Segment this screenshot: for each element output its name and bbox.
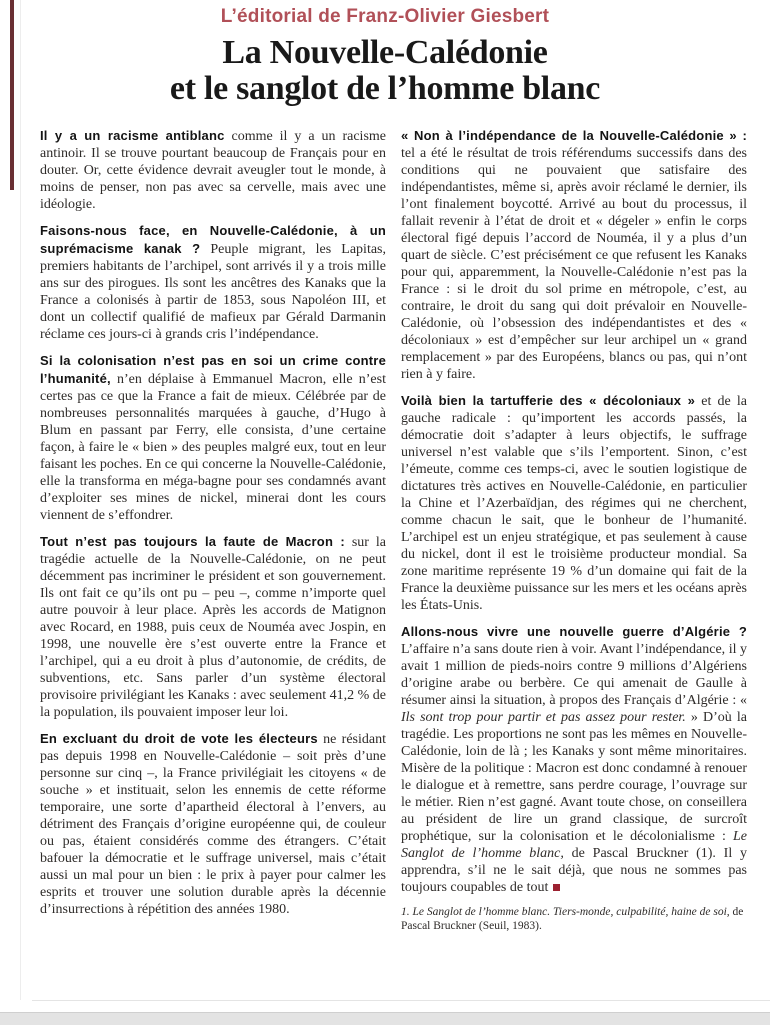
- paragraph-lead: En excluant du droit de vote les électeurs: [40, 731, 318, 746]
- paragraph-lead: Allons-nous vivre une nouvelle guerre d’Algérie ?: [401, 624, 747, 639]
- paragraph: Tout n’est pas toujours la faute de Macron : sur la tragédie actuelle de la Nouvelle-Calédonie, on ne peut décemment pas incriminer le président et son gouvernement. Ils ont fait ce qu’ils ont pu – peu –, comme n’importe quel autre pouvoir à leur place. Après les accords de Matignon avec Rocard, en 1988, puis ceux de Nouméa avec Jospin, en 1998, une nouvelle ère s’est ouverte entre la France et l’archipel, qui a eu droit à plus d’autonomie, de crédits, de subventions, etc. Sans parler d’un système électoral provisoire privilégiant les Kanaks : avec seulement 41,2 % de la population, ils pouvaient imposer leur loi.: [40, 534, 387, 720]
- footnote: 1. Le Sanglot de l’homme blanc. Tiers-monde, culpabilité, haine de soi, de Pascal Bruckner (Seuil, 1983).: [401, 906, 744, 932]
- paragraph-lead: Si la colonisation n’est pas en soi un crime contre l’humanité,: [40, 353, 386, 386]
- page-edge-line: [20, 0, 21, 1000]
- paragraph: Il y a un racisme antiblanc comme il y a un racisme antinoir. Il se trouve pourtant beaucoup de Français pour en douter. Or, cette évidence devrait aveugler tout le monde, à moins de penser, non pas avec sa cervelle, mais avec une idéologie.: [40, 128, 386, 212]
- article-column: [40, 127, 386, 933]
- paragraph-lead: Voilà bien la tartufferie des « décoloniaux »: [401, 393, 696, 408]
- paragraph-lead: Il y a un racisme antiblanc: [40, 128, 225, 143]
- article-column-right: [401, 127, 747, 933]
- page-bottom-edge: [32, 1000, 770, 1001]
- kicker: L’éditorial de Franz-Olivier Giesbert: [220, 6, 550, 27]
- article-title-line-1: La Nouvelle-Calédonie: [222, 34, 548, 71]
- article-title: [30, 35, 740, 107]
- paragraph: « Non à l’indépendance de la Nouvelle-Calédonie » : tel a été le résultat de trois référendums successifs dans des conditions qui ne pouvaient que satisfaire des indépendantistes, même si, après avoir réclamé le dernier, ils l’ont finalement boycotté. Arrivé au bout du processus, il fallait revenir à l’état de droit et « dégeler » enfin le corps électoral figé depuis l’accord de Nouméa, il y a plus d’un quart de siècle. C’est précisément ce que refusent les Kanaks pour qui, apparemment, la Nouvelle-Calédonie n’est pas la France : si le droit du sol prime en métropole, c’est, au contraire, le droit du sang qui doit prévaloir en Nouvelle-Calédonie, où l’obsession des indépendantistes et des « décoloniaux » est d’empêcher sur leur archipel un « grand remplacement » par des Européens, blancs ou pas, qui n’ont rien à y faire.: [401, 128, 747, 382]
- left-edge-red-rule: [10, 0, 14, 190]
- paragraph: Si la colonisation n’est pas en soi un crime contre l’humanité, n’en déplaise à Emmanuel Macron, elle n’est certes pas ce que la France a fait de mieux. Célébrée par de nombreuses personnalités marquées à gauche, d’Hugo à Blum en passant par Ferry, elle consista, d’une certaine façon, à faire le « bien » des peuples malgré eux, tout en leur faisant les poches. En ce qui concerne la Nouvelle-Calédonie, elle la transforma en méga-bagne pour ses condamnés avant d’exploiter ses mines de nickel, minerai dont les cours viennent de s’effondrer.: [40, 353, 386, 523]
- paragraph-lead: Tout n’est pas toujours la faute de Macron :: [40, 534, 345, 549]
- article-body: [0, 127, 770, 933]
- paragraph: Faisons-nous face, en Nouvelle-Calédonie, à un suprémacisme kanak ? Peuple migrant, les Lapitas, premiers habitants de l’archipel, sont arrivés il y a trois mille ans sur des pirogues. Ils sont les ancêtres des Kanaks que la France a colonisés à partir de 1853, sous Napoléon III, et dont un collectif qualifié de mafieux par Gérald Darmanin réclame ces jours-ci à grands cris l’indépendance.: [40, 223, 386, 342]
- paragraph: Allons-nous vivre une nouvelle guerre d’Algérie ? L’affaire n’a sans doute rien à voir. Avant l’indépendance, il y avait 1 million de pieds-noirs contre 9 millions d’Algériens d’origine arabe ou berbère. Ce qui amenait de Gaulle à résumer ainsi la situation, à propos des Français d’Algérie : « Ils sont trop pour partir et pas assez pour rester. » D’où la tragédie. Les proportions ne sont pas les mêmes en Nouvelle-Calédonie, loin de là ; les Kanaks y sont même minoritaires. Misère de la politique : Macron est donc condamné à renouer le dialogue et à remettre, sans perdre courage, l’ouvrage sur le métier. Rien n’est gagné. Avant toute chose, on conseillera au président de lire un grand classique, de surcroît prophétique, sur la colonisation et le décolonialisme : Le Sanglot de l’homme blanc, de Pascal Bruckner (1). Il y apprendra, s’il ne le sait déjà, que nous ne sommes pas toujours coupables de tout: [401, 624, 747, 895]
- paragraph-lead: « Non à l’indépendance de la Nouvelle-Calédonie » :: [401, 128, 747, 143]
- article-header: [0, 0, 770, 107]
- bottom-gray-band: [0, 1012, 770, 1025]
- paragraph-lead: Faisons-nous face, en Nouvelle-Calédonie, à un suprémacisme kanak ?: [40, 223, 386, 256]
- paragraph: En excluant du droit de vote les électeurs ne résidant pas depuis 1998 en Nouvelle-Calédonie – soit près d’une personne sur cinq –, la France privilégiait les citoyens « de souche » et instituait, selon les ennemis de cette réforme temporaire, une sorte d’apartheid électoral à l’envers, au détriment des Français d’origine européenne qui, de couleur ou pas, étaient considérés comme des étrangers. C’était bafouer la démocratie et le suffrage universel, mais c’était aussi un mal pour un bien : le prix à payer pour calmer les esprits et trouver une solution durable après la décennie d’insurrections à répétition des années 1980.: [40, 731, 386, 917]
- article-column: [401, 127, 747, 896]
- article-end-mark: [553, 884, 560, 891]
- article-title-line-2: et le sanglot de l’homme blanc: [169, 70, 601, 107]
- paragraph: Voilà bien la tartufferie des « décoloniaux » et de la gauche radicale : qu’importent les accords passés, la démocratie doit s’adapter à leurs objectifs, le suffrage universel n’est valable que s’ils l’emportent. Sinon, c’est l’émeute, comme ces temps-ci, avec le soutien logistique de dictatures très actives en Nouvelle-Calédonie, en particulier la Chine et l’Azerbaïdjan, des régimes qui ne cherchent, comme chacun le sait, que le bonheur de l’humanité. L’archipel est un enjeu stratégique, et pas seulement à cause du nickel, dont il est le troisième producteur mondial. Sa zone maritime représente 19 % d’un domaine qui fait de la France la deuxième puissance sur les mers et les océans après les États-Unis.: [401, 393, 748, 613]
